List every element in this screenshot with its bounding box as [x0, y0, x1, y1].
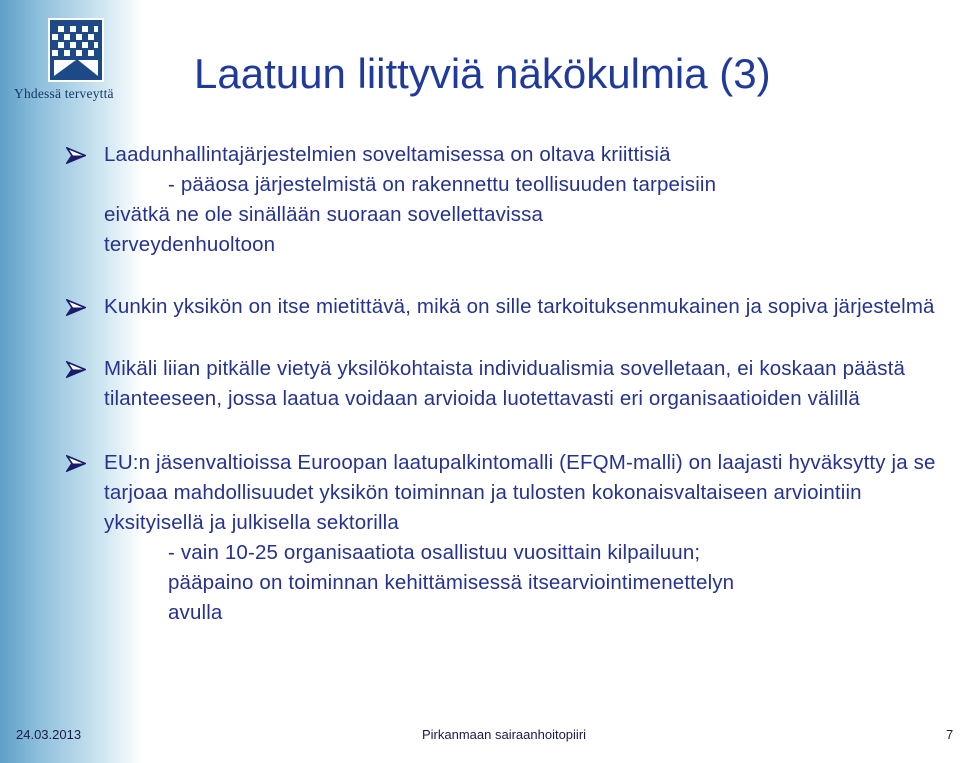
bullet-text: Laadunhallintajärjestelmien soveltamisessa on oltava kriittisiä	[104, 143, 671, 166]
bullet-item	[66, 448, 956, 628]
slide-title: Laatuun liittyviä näkökulmia (3)	[194, 50, 771, 97]
yhdessa-terveytta-logo-icon	[48, 18, 104, 82]
bullet-subtext-line: - pääosa järjestelmistä on rakennettu teollisuuden tarpeisiin	[168, 173, 717, 196]
slide-footer	[0, 727, 960, 747]
footer-page-number: 7	[946, 727, 954, 742]
bullet-subtext	[104, 170, 956, 260]
bullet-text: EU:n jäsenvaltioissa Euroopan laatupalkintomalli (EFQM-malli) on laajasti hyväksytty ja se tarjoaa mahdollisuudet yksikön toiminnan ja tulosten kokonaisvaltaiseen arviointiin yksityisellä ja julkisella sektorilla	[104, 451, 936, 534]
footer-organization: Pirkanmaan sairaanhoitopiiri	[422, 727, 587, 742]
footer-date: 24.03.2013	[16, 727, 82, 742]
bullet-subtext-line: pääpaino on toiminnan kehittämisessä itsearviointimenettelyn	[168, 571, 735, 594]
bullet-list	[66, 140, 956, 628]
arrow-bullet-icon	[66, 147, 86, 164]
bullet-item	[66, 292, 956, 322]
arrow-bullet-icon	[66, 455, 86, 472]
bullet-subtext-line: - vain 10-25 organisaatiota osallistuu vuosittain kilpailuun;	[168, 541, 701, 564]
bullet-text: Mikäli liian pitkälle vietyä yksilökohtaista individualismia sovelletaan, ei koskaan päästä tilanteeseen, jossa laatua voidaan arvioida luotettavasti eri organisaatioiden välillä	[104, 357, 906, 410]
bullet-item	[66, 140, 956, 260]
arrow-bullet-icon	[66, 299, 86, 316]
arrow-bullet-icon	[66, 361, 86, 378]
bullet-text: Kunkin yksikön on itse mietittävä, mikä on sille tarkoituksenmukainen ja sopiva järjestelmä	[104, 295, 935, 318]
logo-text: Yhdessä terveyttä	[14, 86, 114, 101]
bullet-subtext-line: avulla	[168, 601, 223, 624]
bullet-subtext-line: terveydenhuoltoon	[104, 233, 276, 256]
bullet-item	[66, 354, 956, 414]
bullet-subtext	[104, 538, 956, 628]
bullet-subtext-line: eivätkä ne ole sinällään suoraan sovellettavissa	[104, 203, 544, 226]
